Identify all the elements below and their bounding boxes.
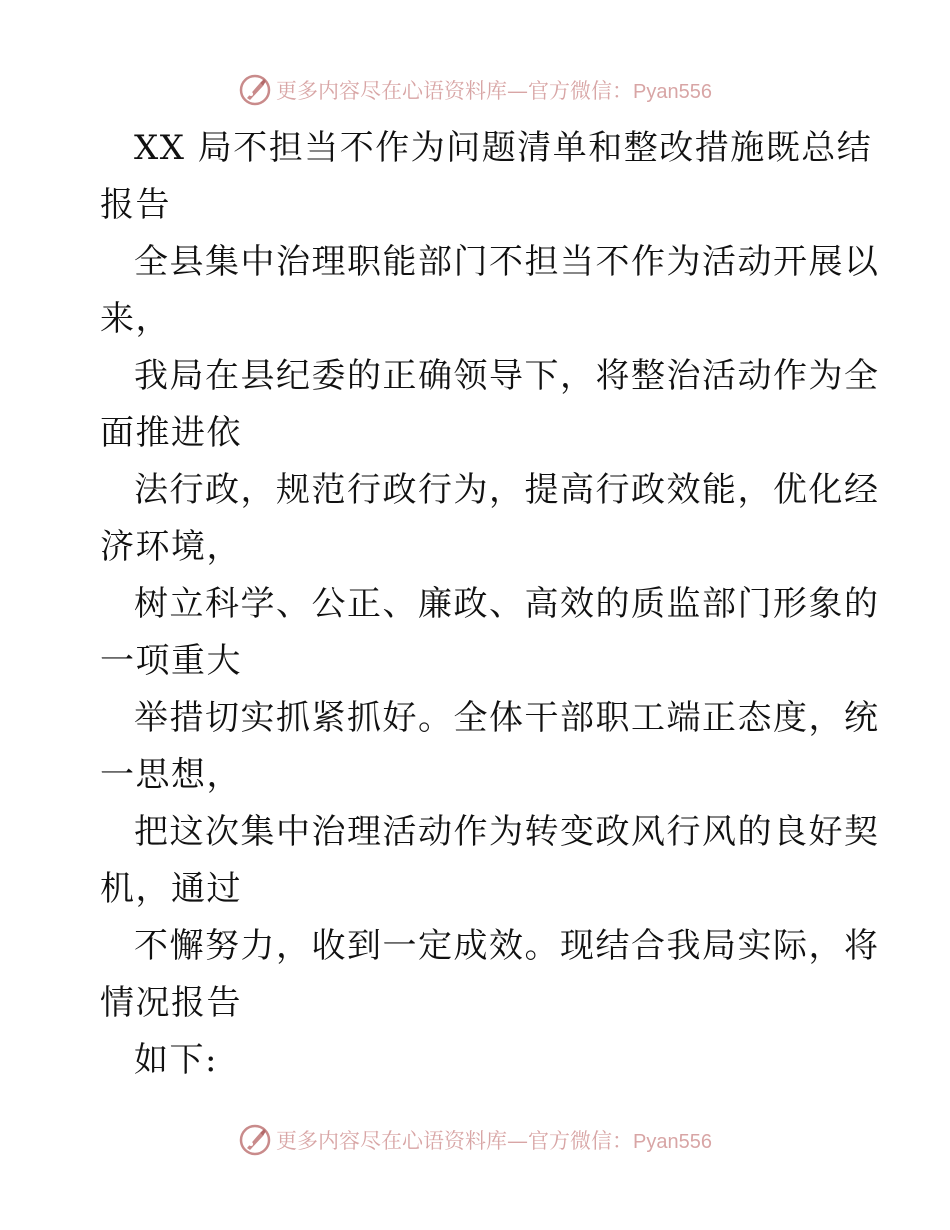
paragraph-line: 一项重大 (100, 641, 242, 681)
watermark-text (276, 75, 712, 105)
paragraph-line: 如下: (134, 1040, 218, 1080)
header-watermark (0, 70, 950, 110)
paragraph-line: 一思想， (100, 755, 242, 795)
paragraph-line: 不懈努力，收到一定成效。现结合我局实际，将 (134, 926, 880, 966)
paragraph-line: 把这次集中治理活动作为转变政风行风的良好契 (134, 812, 880, 852)
paragraph-line: 面推进依 (100, 413, 242, 453)
paragraph-line: 树立科学、公正、廉政、高效的质监部门形象的 (134, 584, 880, 624)
paragraph-line: 我局在县纪委的正确领导下，将整治活动作为全 (134, 356, 880, 396)
pen-logo-icon (238, 73, 272, 107)
paragraph-line: 法行政，规范行政行为，提高行政效能，优化经 (134, 470, 880, 510)
watermark-text (276, 1125, 712, 1155)
paragraph-line: 机，通过 (100, 869, 242, 909)
paragraph-line: 情况报告 (100, 983, 242, 1023)
footer-watermark (0, 1120, 950, 1160)
paragraph-line: 来， (100, 299, 171, 339)
pen-logo-icon (238, 1123, 272, 1157)
document-body (100, 120, 880, 1089)
paragraph-line: 举措切实抓紧抓好。全体干部职工端正态度，统 (134, 698, 880, 738)
paragraph-line: 全县集中治理职能部门不担当不作为活动开展以 (134, 242, 880, 282)
watermark-label: 更多内容尽在心语资料库—官方微信： (276, 1129, 634, 1153)
watermark-wechat-id: Pyan556 (633, 1131, 712, 1153)
paragraph-line: 报告 (100, 185, 171, 225)
watermark-wechat-id: Pyan556 (633, 81, 712, 103)
paragraph-line: XX 局不担当不作为问题清单和整改措施既总结 (134, 128, 873, 168)
watermark-label: 更多内容尽在心语资料库—官方微信： (276, 79, 634, 103)
paragraph-line: 济环境， (100, 527, 242, 567)
